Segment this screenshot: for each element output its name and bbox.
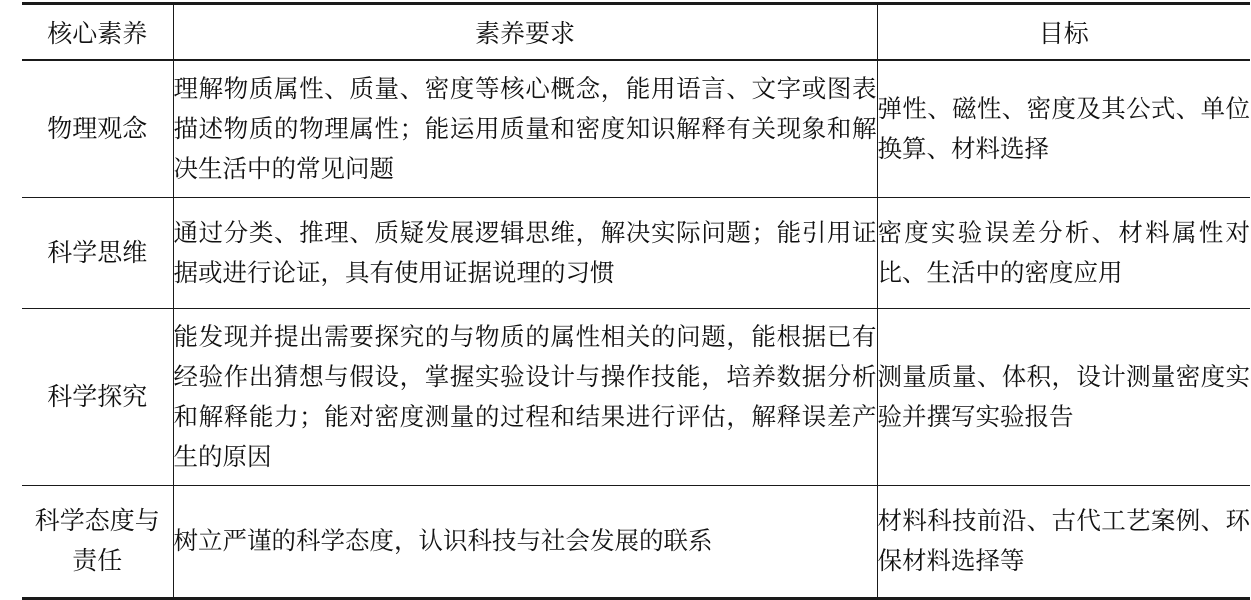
core-literacy-table <box>22 2 1250 600</box>
row-goal <box>877 197 1250 308</box>
header-row <box>22 4 1250 61</box>
row-requirement <box>173 197 877 308</box>
row-core-literacy <box>22 60 173 197</box>
row-goal <box>877 485 1250 598</box>
row-core-literacy <box>22 485 173 598</box>
header-requirement: 素养要求 <box>173 4 877 61</box>
row-requirement-text: 理解物质属性、质量、密度等核心概念，能用语言、文字或图表描述物质的物理属性；能运用质量和密度知识解释有关现象和解决生活中的常见问题 <box>173 73 877 183</box>
table-row <box>22 60 1250 197</box>
row-goal <box>877 308 1250 485</box>
header-goal: 目标 <box>877 4 1250 61</box>
row-requirement <box>173 485 877 598</box>
row-core-literacy <box>22 308 173 485</box>
row-goal-text: 材料科技前沿、古代工艺案例、环保材料选择等 <box>877 506 1250 575</box>
row-goal-text: 密度实验误差分析、材料属性对比、生活中的密度应用 <box>877 217 1250 287</box>
row-core-literacy-text: 科学态度与责任 <box>34 506 160 575</box>
header-core-literacy: 核心素养 <box>22 4 173 61</box>
row-requirement <box>173 60 877 197</box>
row-core-literacy-text: 科学探究 <box>47 381 148 411</box>
row-goal <box>877 60 1250 197</box>
table-row <box>22 308 1250 485</box>
row-core-literacy <box>22 197 173 308</box>
row-goal-text: 弹性、磁性、密度及其公式、单位换算、材料选择 <box>877 93 1250 163</box>
row-goal-text: 测量质量、体积，设计测量密度实验并撰写实验报告 <box>877 361 1250 431</box>
row-requirement-text: 能发现并提出需要探究的与物质的属性相关的问题，能根据已有经验作出猜想与假设，掌握实验设计与操作技能，培养数据分析和解释能力；能对密度测量的过程和结果进行评估，解释误差产生的原因 <box>173 321 877 471</box>
row-requirement <box>173 308 877 485</box>
row-requirement-text: 树立严谨的科学态度，认识科技与社会发展的联系 <box>173 526 713 555</box>
table-row <box>22 485 1250 598</box>
row-core-literacy-text: 科学思维 <box>47 237 148 267</box>
table-row <box>22 197 1250 308</box>
row-core-literacy-text: 物理观念 <box>47 113 148 143</box>
row-requirement-text: 通过分类、推理、质疑发展逻辑思维，解决实际问题；能引用证据或进行论证，具有使用证据说理的习惯 <box>173 217 877 287</box>
